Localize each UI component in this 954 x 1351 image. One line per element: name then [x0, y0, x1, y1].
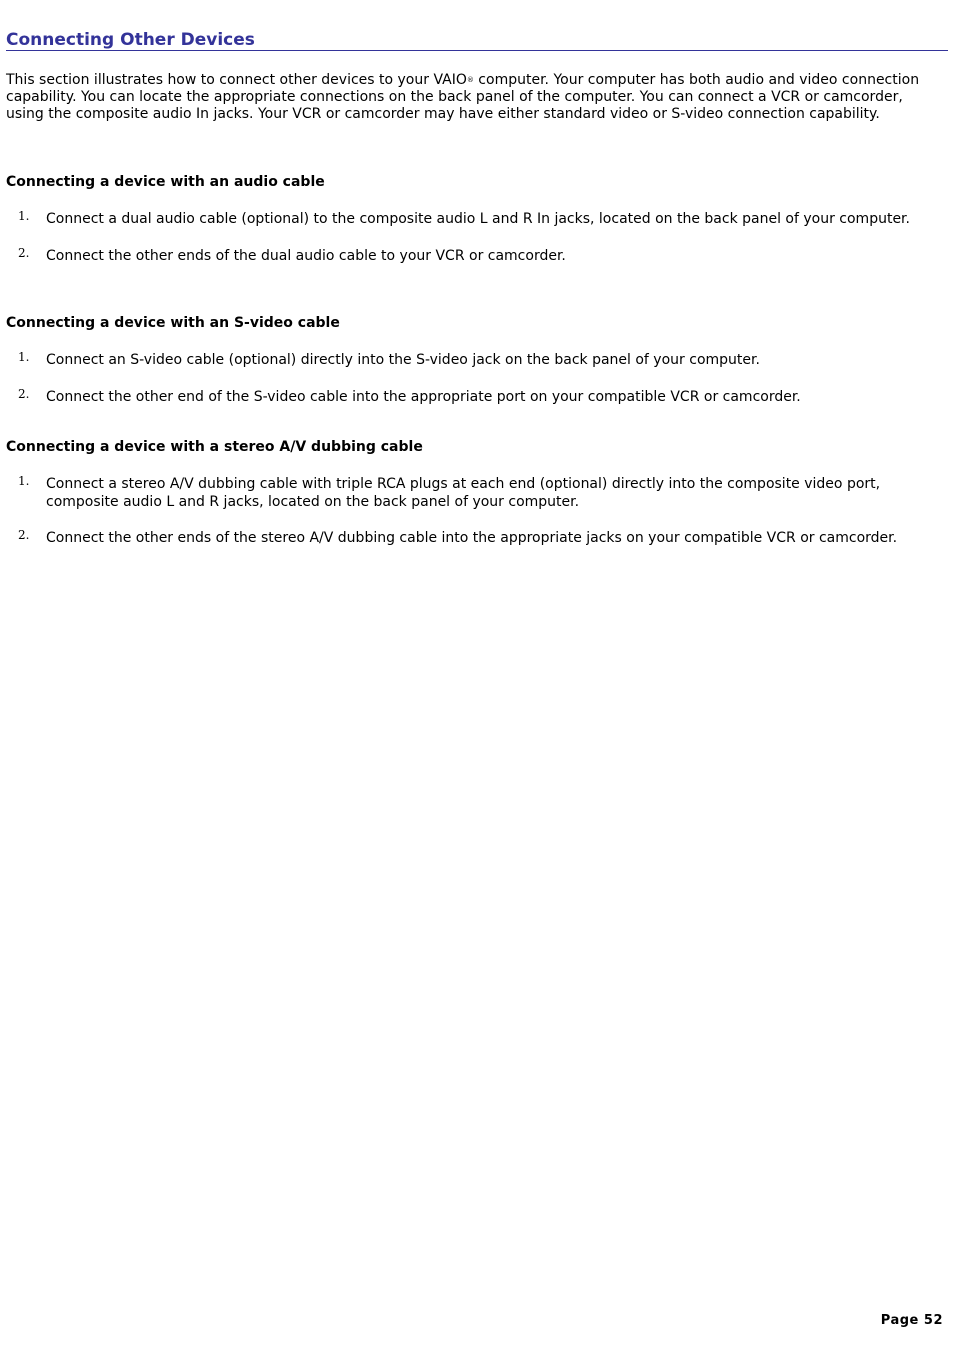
intro-text-start: This section illustrates how to connect other devices to your VAIO: [6, 72, 467, 88]
step-item: [6, 247, 916, 265]
step-text: Connect the other ends of the dual audio cable to your VCR or camcorder.: [46, 248, 566, 264]
section-heading-audio-cable: Connecting a device with an audio cable: [6, 174, 325, 190]
page-title: Connecting Other Devices: [6, 29, 948, 51]
step-number: 2.: [18, 246, 30, 260]
page-number: Page 52: [880, 1313, 943, 1328]
intro-text-end: computer. Your computer has both audio and video connection capability. You can locate the appropriate connections on the back panel of the computer. You can connect a VCR or camcorder, using the composite audio In jacks. Your VCR or camcorder may have either standard video or S-video connection capability.: [6, 72, 920, 122]
section-heading-av-dubbing-cable: Connecting a device with a stereo A/V dubbing cable: [6, 439, 423, 455]
step-number: 1.: [18, 209, 30, 223]
steps-audio-cable: [6, 210, 948, 265]
step-number: 1.: [18, 350, 30, 364]
step-number: 2.: [18, 528, 30, 542]
section-heading-s-video-cable: Connecting a device with an S-video cable: [6, 315, 340, 331]
step-item: [6, 351, 916, 369]
step-number: 1.: [18, 474, 30, 488]
step-item: [6, 475, 916, 511]
step-item: [6, 388, 916, 406]
step-text: Connect a dual audio cable (optional) to the composite audio L and R In jacks, located on the back panel of your computer.: [46, 211, 910, 227]
intro-paragraph: [6, 72, 936, 123]
steps-av-dubbing-cable: [6, 475, 948, 547]
step-text: Connect an S-video cable (optional) directly into the S-video jack on the back panel of your computer.: [46, 352, 760, 368]
step-text: Connect a stereo A/V dubbing cable with triple RCA plugs at each end (optional) directly into the composite video port, composite audio L and R jacks, located on the back panel of your computer.: [46, 476, 881, 510]
step-text: Connect the other ends of the stereo A/V dubbing cable into the appropriate jacks on your compatible VCR or camcorder.: [46, 530, 898, 546]
step-item: [6, 529, 916, 547]
steps-s-video-cable: [6, 351, 948, 406]
registered-mark: ®: [466, 76, 474, 84]
step-number: 2.: [18, 387, 30, 401]
step-text: Connect the other end of the S-video cable into the appropriate port on your compatible VCR or camcorder.: [46, 389, 801, 405]
step-item: [6, 210, 916, 228]
